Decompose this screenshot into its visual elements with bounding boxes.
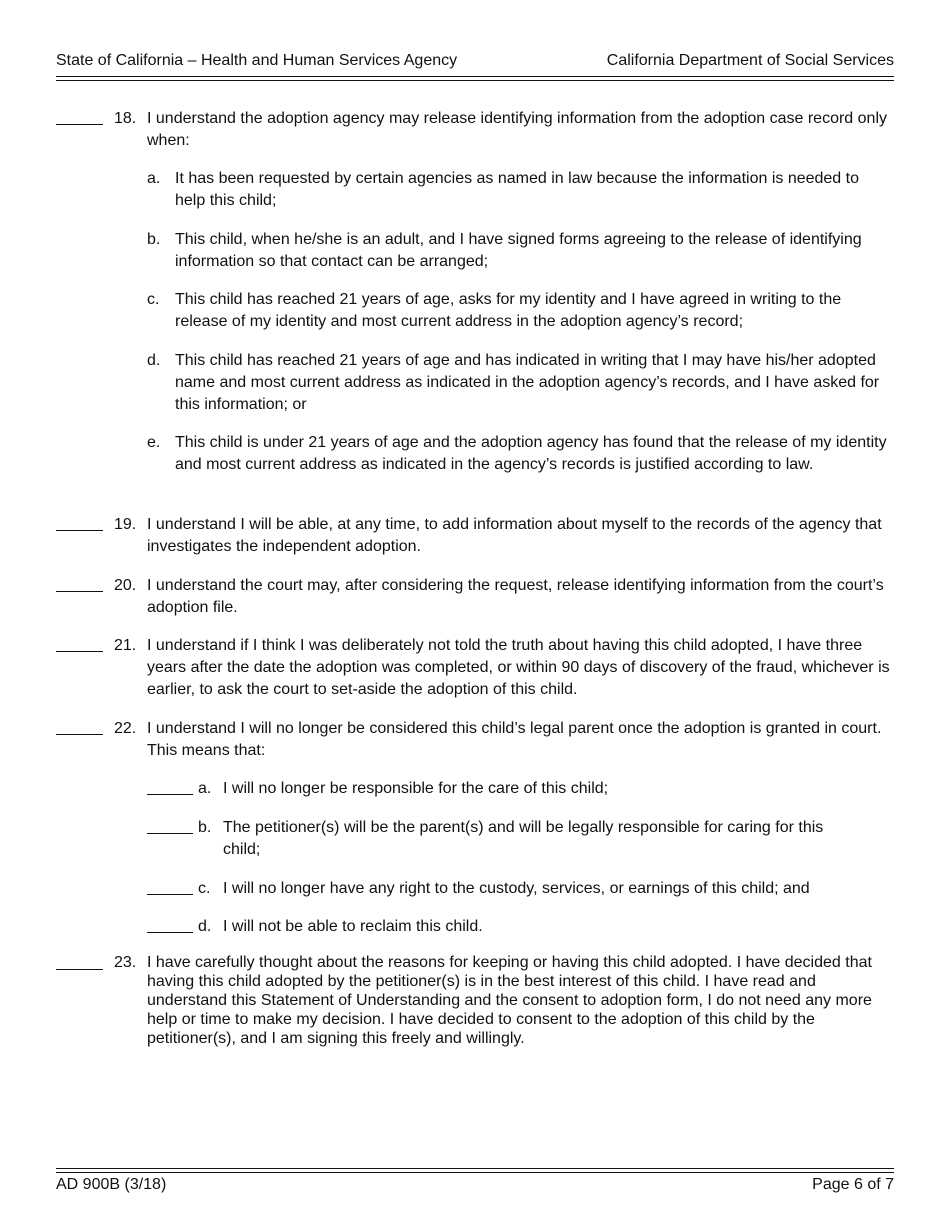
header-department: California Department of Social Services bbox=[606, 52, 894, 69]
initial-blank-22[interactable] bbox=[56, 734, 103, 735]
item-number: 22. bbox=[114, 720, 137, 737]
item-text: I understand I will no longer be considered this child’s legal parent once the adoption is granted in court. This means that: bbox=[147, 720, 882, 759]
item-number: 20. bbox=[114, 577, 137, 594]
sub-letter: b. bbox=[147, 231, 161, 248]
sub-text: It has been requested by certain agencies as named in law because the information is needed to help this child; bbox=[175, 170, 859, 209]
item-number: 18. bbox=[114, 110, 137, 127]
header-rule-double bbox=[56, 80, 894, 81]
item-text: I have carefully thought about the reasons for keeping or having this child adopted. I have decided that having this child adopted by the petitioner(s) is in the best interest of this child. I have read and understand this Statement of Understanding and the consent to adoption form, I do not need any more help or time to make my decision. I have decided to consent to the adoption of this child by the petitioner(s), and I am signing this freely and willingly. bbox=[147, 954, 872, 1047]
sub-text: I will not be able to reclaim this child. bbox=[223, 918, 483, 935]
sub-text: This child, when he/she is an adult, and I have signed forms agreeing to the release of identifying information so that contact can be arranged; bbox=[175, 231, 862, 270]
sub-text: This child is under 21 years of age and the adoption agency has found that the release of my identity and most current address as indicated in the agency’s records is justified according to law. bbox=[175, 434, 887, 473]
sub-text: I will no longer be responsible for the care of this child; bbox=[223, 780, 609, 797]
initial-blank-18[interactable] bbox=[56, 124, 103, 125]
item-number: 21. bbox=[114, 637, 137, 654]
sub-text: I will no longer have any right to the custody, services, or earnings of this child; and bbox=[223, 880, 810, 897]
sub-letter: d. bbox=[198, 918, 212, 935]
footer-rule-double bbox=[56, 1172, 894, 1173]
item-text: I understand I will be able, at any time, to add information about myself to the records of the agency that investigates the independent adoption. bbox=[147, 516, 882, 555]
initial-blank-22b[interactable] bbox=[147, 833, 193, 834]
initial-blank-20[interactable] bbox=[56, 591, 103, 592]
page-footer bbox=[56, 1176, 894, 1196]
initial-blank-22a[interactable] bbox=[147, 794, 193, 795]
sub-letter: e. bbox=[147, 434, 161, 451]
initial-blank-21[interactable] bbox=[56, 651, 103, 652]
item-number: 23. bbox=[114, 954, 137, 971]
item-text: I understand the court may, after considering the request, release identifying information from the court’s adoption file. bbox=[147, 577, 884, 616]
form-number: AD 900B (3/18) bbox=[56, 1176, 167, 1193]
sub-text: The petitioner(s) will be the parent(s) and will be legally responsible for caring for this child; bbox=[223, 819, 824, 858]
page-number: Page 6 of 7 bbox=[812, 1176, 894, 1193]
item-text: I understand the adoption agency may release identifying information from the adoption case record only when: bbox=[147, 110, 887, 149]
item-text: I understand if I think I was deliberately not told the truth about having this child adopted, I have three years after the date the adoption was completed, or within 90 days of discovery of the fraud, whichever is earlier, to ask the court to set-aside the adoption of this child. bbox=[147, 637, 890, 698]
sub-letter: c. bbox=[198, 880, 211, 897]
sub-letter: a. bbox=[198, 780, 212, 797]
sub-text: This child has reached 21 years of age and has indicated in writing that I may have his/her adopted name and most current address as indicated in the adoption agency’s records, and I have asked for this information; or bbox=[175, 352, 880, 413]
footer-rule bbox=[56, 1168, 894, 1169]
initial-blank-22c[interactable] bbox=[147, 894, 193, 895]
sub-letter: b. bbox=[198, 819, 212, 836]
header-rule bbox=[56, 76, 894, 77]
sub-letter: c. bbox=[147, 291, 160, 308]
page-header bbox=[56, 52, 894, 72]
header-agency: State of California – Health and Human Services Agency bbox=[56, 52, 458, 69]
initial-blank-22d[interactable] bbox=[147, 932, 193, 933]
initial-blank-19[interactable] bbox=[56, 530, 103, 531]
initial-blank-23[interactable] bbox=[56, 969, 103, 970]
item-number: 19. bbox=[114, 516, 137, 533]
sub-letter: d. bbox=[147, 352, 161, 369]
sub-text: This child has reached 21 years of age, asks for my identity and I have agreed in writing to the release of my identity and most current address in the adoption agency’s record; bbox=[175, 291, 842, 330]
sub-letter: a. bbox=[147, 170, 161, 187]
